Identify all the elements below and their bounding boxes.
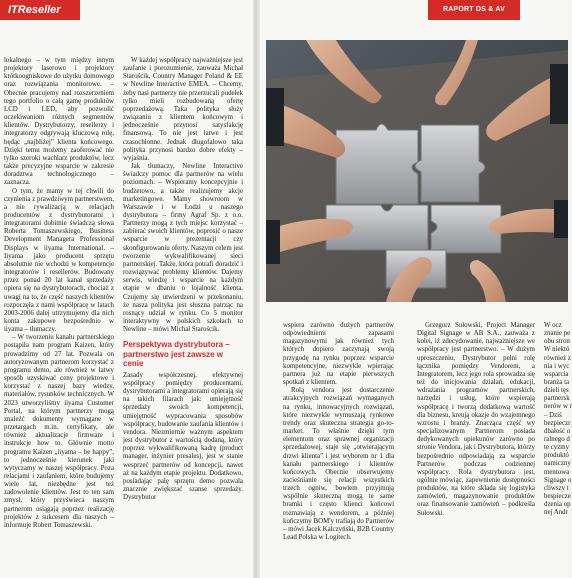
paragraph: wspiera zarówno dużych partnerów odpowiedniemi zapasami magazynowymi jak również tych których dopiero zaczynają swoją przygodę na rynku poprzez wsparcie kompetencyjne, niezwykle wpierając partnera już na etapie pierwszych spotkań z klientem. bbox=[283, 322, 394, 387]
line-fragment: te cyzmy bbox=[544, 444, 570, 452]
text-column-5-cropped bbox=[544, 322, 572, 517]
line-fragment: nerów w r bbox=[544, 403, 572, 411]
line-fragment: dzieli tęs bbox=[544, 387, 569, 395]
line-fragment: produktó bbox=[544, 452, 569, 460]
text-column-4 bbox=[417, 322, 535, 518]
line-fragment: bezpieczr bbox=[544, 419, 571, 427]
line-fragment: również z bbox=[544, 354, 571, 362]
line-fragment: branża ta bbox=[544, 378, 570, 386]
text-column-2 bbox=[123, 57, 243, 502]
line-fragment: bespiecze bbox=[544, 492, 571, 500]
line-fragment: dbałość o bbox=[544, 427, 571, 435]
puzzle-hands-photo bbox=[266, 40, 568, 302]
line-fragment: cliwszy t bbox=[544, 484, 569, 492]
paragraph: – W tworzeniu kanału partnerskiego postąpiła nam program Kaizen, który prowadzimy od 27 lat. Pozwala on autoryzowanym partnerom korzystać z programu demo, ale również w łatwy sposób uzyskiwać ceny projektowe i korzystać z naszej bazy wiedzy, materiałów, rysunków technicznych. W 2023 utworzyliśmy iiyama Customer Portal, na którym partnerzy mogą znaleźć dokumenty wymagane w przetargach m.in. certyfikaty, ale również aktualizacje firmware i instrukcje how to. Głównie motto programu Kaizen „iiyama – be happy”, to jednocześnie kierunek jaki wytyczamy w naszej współpracy. Poza relacjami i zaufaniem, które budujemy wiele lat, niezbędne jest też zadowolenie klientów. Jest to ten sam zmysł, który przyświeca naszym partnerom osiągają poprzez realizację projektów z sukcesem dla naszych – informuje Robert Tomaszewski. bbox=[4, 334, 114, 529]
paragraph: Zasady współczesnej, efektywnej współpracy pomiędzy producentami, dystrybutorami a integratorami opierają się na takich filarach jak: umiejętność sprzedaży swoich kompetencji, umiejętność wypracowania sposobów współpracy, budowanie zaufania klientów i vendora. Niezmiernie ważnym aspektem jest dystrybutor z wartością dodaną, który poprzez wykwalifikowaną kadrę (product manager, inżynier presales), jest w stanie wesprzeć partnerów od koncepcji, nawet aż na każdym etapie projektu. Dodatkowo, posiadając palę sprzętu demo pozwala znacznie zwiększać szanse sprzedaży. Dystrybutor bbox=[123, 371, 243, 502]
line-fragment: nia i wyc bbox=[544, 362, 570, 370]
paragraph: Grzegorz Sułowski, Project Manager Digital Signage w AB S.A., zauważa z kolei, iż zdecydowanie, najważniejsze we współpracy jest partnerstwo. – W dużym uproszczeniu, Dystrybutor pełni rolę łącznika pomiędzy Vendorem, a Integratorem, lecz jego rola sprowadza się też do inicjowania działań, edukacji, wdrażania programów partnerskich, narzędzi i usług, które wspierają współpracę i tworzą dodatkową wartość dla biznesu, kreują okazje do wzajemnego wzrostu i branży. Znacząca część wy specjalizowanym Partnerom posiada dedykowanych opiekunów zarówno po stronie Vendora, jak i Dystrybutora, którzy bezpośrednio odpowiadają za wsparcie Partnerów podczas codziennej współpracy. Rola dystrybutora jest, ogólnie mówiąc, zapewnienie dostępności produktów, na które składa się logistyka zamówień, magazynowanie produktów oraz finansowanie zamówień – podkreśla Sułowski. bbox=[417, 322, 535, 517]
line-fragment: W niektó bbox=[544, 346, 570, 354]
line-fragment: W ocz bbox=[544, 322, 562, 329]
page-gutter bbox=[253, 0, 260, 578]
paragraph: Rolą vendora jest dostarczenie atrakcyjnych rozwiązań wymaganych na rynku, innowacyjnych rozwiązań, które niezwykle wymuszają rynkowe trendy oraz skuteczna strategia go-to-market. To właśnie dzięki tym elementom oraz sprawnej organizacji sprzedażowej, staje się „otwierającym drzwi klienta” i jest wyborem nr 1 dla kanału partnerskiego i klientów końcowych. Obecnie obserwujemy zacieśnianie się relacji wszystkich trzech ogniw, bowiem przyjmują wspólnie skuteczną mogą te same bramki i często klienci końcowi rozmawiają z wendorem, a później kończymy BOM'y trafiają do Partnerów – mówi Jacek Kalczyński, B2B Country Lead Polska w Logitech. bbox=[283, 387, 395, 542]
line-fragment: partnersk bbox=[544, 395, 570, 403]
paragraph: Jak tłumaczy, Newline Interactive świadczy pomoc dla partnerów na wielu poziomach. – Wspieramy koncepcyjnie i budżetowo, a także realizujemy akcje marketingowe. Mamy showroom w Warszawie i w Łodzi u naszego dystrybutora – firmy Agraf Sp. z o.o. Partnerzy mogą z tych miejsc korzystać – zabierać swoich klientów, poprosić o nasze wsparcie w prezentacji czy skonfigurowaniu oferty. Naszym celem jest tworzenie wykwalifikowanej sieci partnerskiej. Także, która potrafi doradzić i rozwiązywać problemy klientów. Dajemy serwis, wiedzę i wsparcie na każdym etapie w dbaniu o lojalność klienta. Czujemy się utwierdzeni w przekonaniu, że nasza polityka jest słuszna patrząc na rosnący udział w rynku. Co 5 monitor interaktywny w polskich szkołach to Newline – mówi Michał Starościk. bbox=[123, 163, 243, 334]
paragraph: W każdej współpracy najważniejsze jest zaufanie i porozumienie, zauważa Michał Starościk, Country Manager Poland & EE w Newline Interactive EMEA. – Chcemy, żeby nasi partnerzy nie przerzucali pudełek tylko mieli rozbudowaną ofertę poprzedażową. Taka polityka służy związaniu z klientem końcowym i jednocześnie przynosi satysfakcję finansową. To nie jest łatwe i jest czasochłonne. Jednak długofalowo taka polityka przynosi bardzo dobre efekty – wyjaśnia. bbox=[123, 57, 243, 162]
section-subheading: Perspektywa dystrybutora – partnerstwo jest zawsze w cenie bbox=[123, 340, 230, 369]
line-fragment: namiczny bbox=[544, 460, 571, 468]
line-fragment: obu stron bbox=[544, 338, 570, 346]
line-fragment: dzenia op bbox=[544, 501, 571, 509]
paragraph: lokalnego – w tym między innym projektory laserowe i projektory krótkoogniskowe do użytku domowego oraz rozwiązania monitorowe. – Obecnie pracujemy nad rozszerzeniem tego portfolio o całą gamę produktów LCD i LED, aby pozwolić oczekiwaniom różnych segmentów klientów. Dystrybutorzy, resellerzy i integratorzy odgrywają kluczową rolę, będąc „najbliżej” klienta końcowego. Dzięki temu możemy zaoferować nie tylko szeroki wachlarz produktów, lecz także precyzyjne wsparcie w zakresie doradztwa technologicznego – zaznacza. bbox=[4, 57, 114, 187]
paragraph: O tym, że mamy w tej chwili do czynienia z prawdziwym partnerstwem, a nie rywalizacją w relacjach producentów z dystrybutorami i integratorami dobitnie świadczą słowa Roberta Tomaszewskiego, Business Development Managera Professional Displays w iiyama International. – Iiyama jako producent sprzętu absolutnie nie wchodzi w kompetencje integratorów i resellerów. Budowany przez ponad 20 lat kanał sprzedaży opiera się na dystrybutorach, chociaż z uwagi na to, że część naszych klientów rozpoczęła z nami współpracę w latach 2003-2006 dalej utrzymujemy dla nich konta zakupowe bezpośrednio w iiyama – tłumaczy. bbox=[4, 187, 114, 334]
line-fragment: ralnego d bbox=[544, 435, 570, 443]
text-column-1 bbox=[4, 57, 114, 530]
line-fragment: Signage o bbox=[544, 476, 572, 484]
line-fragment: mentowa bbox=[544, 468, 570, 476]
line-fragment: wsparcia bbox=[544, 370, 569, 378]
line-fragment: znanie pe bbox=[544, 330, 571, 338]
text-column-3 bbox=[283, 322, 394, 542]
line-fragment: nej Andr bbox=[544, 509, 568, 517]
publication-logo: ITReseller bbox=[0, 0, 80, 20]
section-label: RAPORT DS & AV bbox=[428, 0, 520, 20]
photo-illustration bbox=[266, 40, 568, 302]
line-fragment: – Dziś bbox=[544, 411, 562, 419]
